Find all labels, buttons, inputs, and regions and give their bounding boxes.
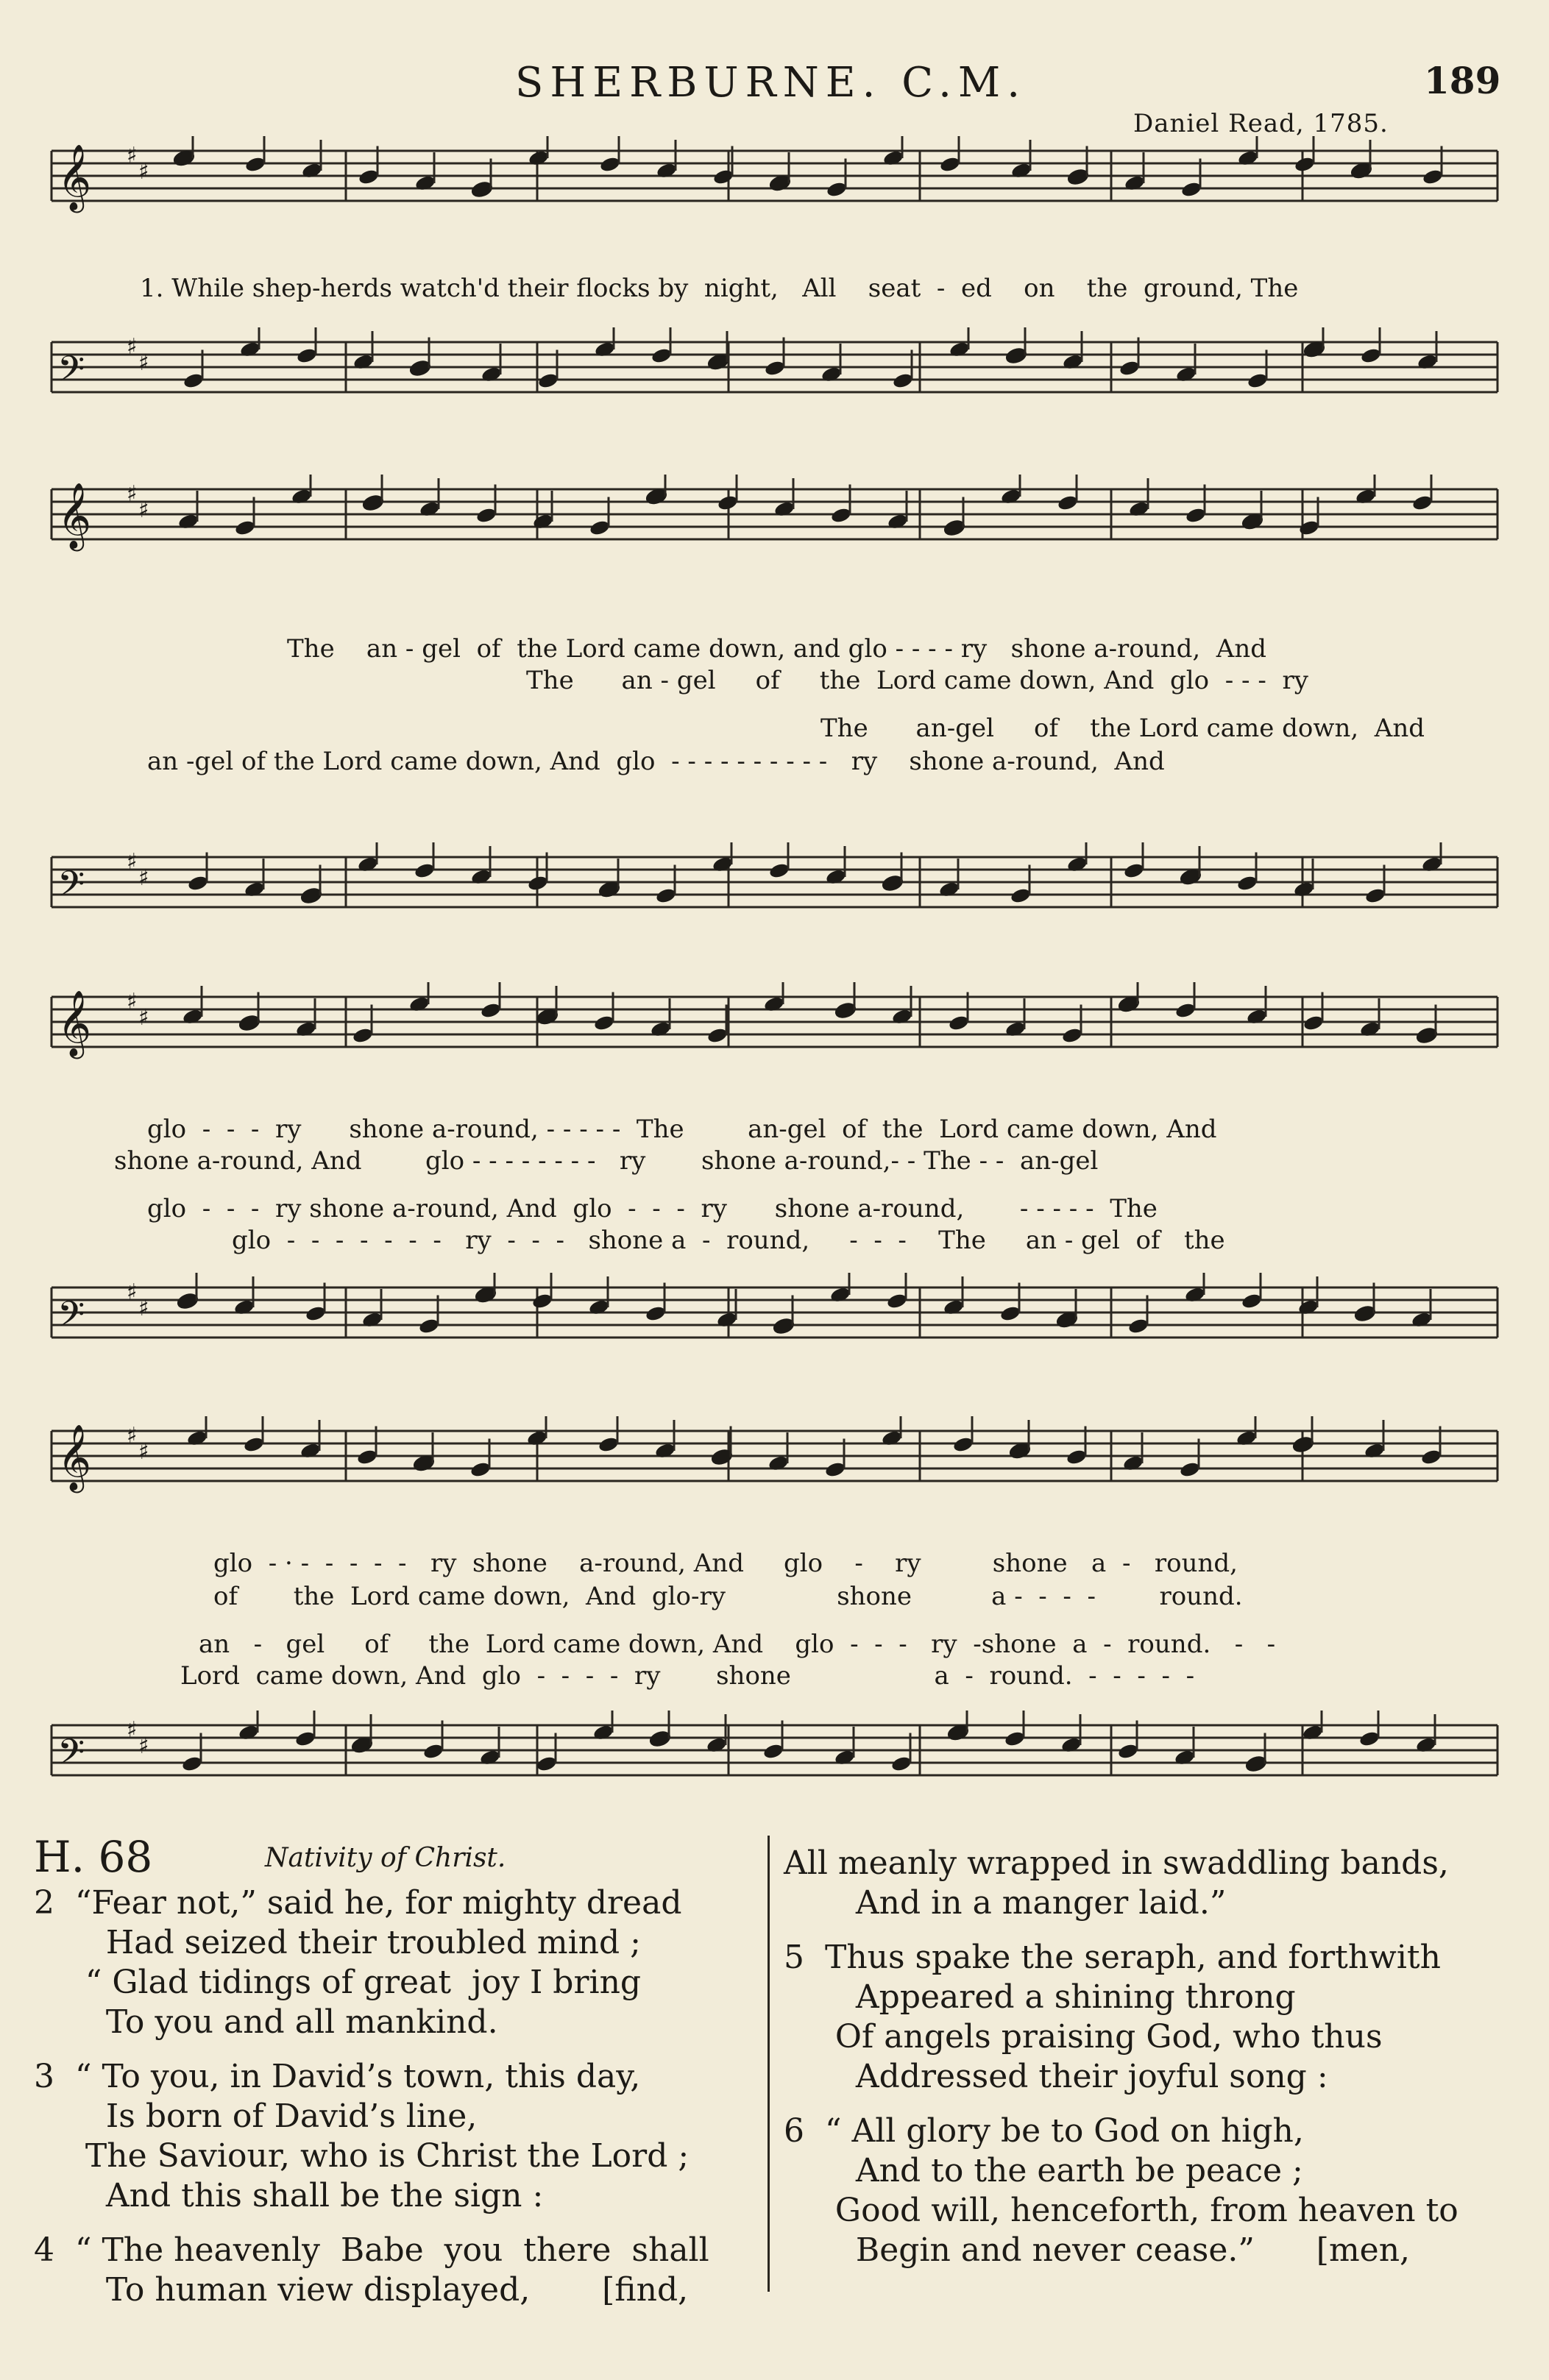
lyric-line: The an - gel of the Lord came down, And glo - - - ry <box>526 666 1308 695</box>
note-head <box>1364 887 1386 905</box>
stanza-line: And to the earth be peace ; <box>784 2152 1303 2189</box>
stanza-line: 6 “ All glory be to God on high, <box>784 2112 1304 2150</box>
lyric-line: The an - gel of the Lord came down, and glo - - - - ry shone a-round, And <box>287 634 1266 664</box>
treble-clef-icon: 𝄞 <box>57 990 92 1056</box>
treble-clef-icon: 𝄞 <box>57 483 92 549</box>
note-head <box>294 1730 316 1748</box>
lyric-line: glo - - - ry shone a-round, And glo - - - ry shone a-round, - - - - - The <box>147 1194 1158 1223</box>
note-head <box>1358 1730 1380 1748</box>
lyric-line: of the Lord came down, And glo-ry shone a - - - - round. <box>213 1582 1243 1611</box>
staff <box>44 1711 1505 1791</box>
note-head <box>1119 360 1141 377</box>
stanza-line: Of angels praising God, who thus <box>784 2018 1383 2056</box>
note-head <box>1236 875 1258 892</box>
note-head <box>1411 494 1433 512</box>
note-head <box>1057 494 1079 512</box>
sharp-icon: ♯ <box>127 481 138 507</box>
lyric-line: glo - - - - - - - ry - - - shone a - round, - - - The an - gel of the <box>232 1226 1225 1255</box>
note-head <box>181 1755 203 1773</box>
note-head <box>1247 372 1269 390</box>
note-head <box>244 156 266 174</box>
note-head <box>593 1015 615 1032</box>
stanza-line <box>784 1923 1458 1938</box>
treble-clef-icon: 𝄞 <box>57 1424 92 1491</box>
bass-clef-icon: 𝄢 <box>57 348 85 398</box>
note-head <box>886 1293 908 1310</box>
stanza-line: To you and all mankind. <box>34 2003 498 2041</box>
note-head <box>824 1461 846 1479</box>
stanza-line: And in a manger laid.” <box>784 1884 1227 1922</box>
note-head <box>469 1461 492 1479</box>
sharp-icon: ♯ <box>127 143 138 168</box>
note-head <box>1067 168 1089 186</box>
stanza-line: Appeared a shining throng <box>784 1978 1296 2016</box>
stanza-line: 2 “Fear not,” said he, for mighty dread <box>34 1884 682 1922</box>
note-head <box>300 887 322 905</box>
lyric-line: 1. While shep-herds watch'd their flocks by night, All seat - ed on the ground, The <box>140 274 1299 303</box>
note-head <box>764 360 786 377</box>
hymn-subtitle: Nativity of Christ. <box>265 1843 506 1873</box>
note-head <box>651 347 673 365</box>
stanza-line: “ Glad tidings of great joy I bring <box>34 1964 642 2001</box>
note-head <box>1127 1318 1149 1335</box>
note-head <box>1117 1743 1139 1761</box>
sharp-icon: ♯ <box>138 1733 149 1759</box>
stanza-line: Addressed their joyful song : <box>784 2058 1328 2095</box>
stanza-line: 3 “ To you, in David’s town, this day, <box>34 2058 641 2095</box>
note-head <box>826 181 848 199</box>
lyric-line: glo - - - ry shone a-round, - - - - - The an-gel of the Lord came down, And <box>147 1115 1217 1144</box>
stanza-line: And this shall be the sign : <box>34 2177 544 2214</box>
note-head <box>296 347 318 365</box>
staff <box>44 842 1505 923</box>
stanza-line: To human view displayed, [find, <box>34 2271 689 2309</box>
stanza-column-right <box>784 1844 1458 2270</box>
note-head <box>358 168 380 186</box>
sharp-icon: ♯ <box>138 865 149 891</box>
note-head <box>422 1743 444 1761</box>
note-head <box>475 507 497 525</box>
sharp-icon: ♯ <box>138 1296 149 1321</box>
staff <box>44 1416 1505 1497</box>
note-head <box>645 1305 667 1323</box>
note-head <box>187 875 209 892</box>
sharp-icon: ♯ <box>127 989 138 1015</box>
note-head <box>480 1002 502 1020</box>
note-head <box>830 507 852 525</box>
note-head <box>1010 887 1032 905</box>
stanza-line: 4 “ The heavenly Babe you there shall <box>34 2231 709 2269</box>
sharp-icon: ♯ <box>138 497 149 523</box>
note-head <box>892 372 914 390</box>
sharp-icon: ♯ <box>127 1279 138 1305</box>
stanza-line: Had seized their troubled mind ; <box>34 1924 641 1961</box>
note-head <box>890 1755 912 1773</box>
lyric-line: an -gel of the Lord came down, And glo - - - - - - - - - - ry shone a-round, And <box>147 747 1165 776</box>
note-head <box>238 1015 260 1032</box>
note-head <box>1061 1027 1083 1045</box>
stanza-column-left <box>34 1883 709 2310</box>
sharp-icon: ♯ <box>138 350 149 376</box>
staff <box>44 136 1505 217</box>
staff <box>44 1273 1505 1354</box>
stanza-line <box>34 2042 709 2057</box>
note-head <box>1005 347 1027 365</box>
note-head <box>1179 1461 1201 1479</box>
note-head <box>655 887 677 905</box>
note-head <box>536 1755 558 1773</box>
note-head <box>1185 507 1207 525</box>
note-head <box>177 1293 199 1310</box>
note-head <box>409 360 431 377</box>
note-head <box>531 1293 553 1310</box>
note-head <box>649 1730 671 1748</box>
note-head <box>471 181 493 199</box>
note-head <box>1420 1449 1442 1466</box>
sharp-icon: ♯ <box>138 1005 149 1031</box>
note-head <box>1360 347 1382 365</box>
note-head <box>1004 1730 1026 1748</box>
lyric-line: glo - · - - - - - ry shone a-round, And glo - ry shone a - round, <box>213 1549 1238 1578</box>
note-head <box>712 168 734 186</box>
note-head <box>948 1015 970 1032</box>
lyric-line: an - gel of the Lord came down, And glo - - - ry -shone a - round. - - <box>199 1630 1276 1659</box>
note-head <box>762 1743 784 1761</box>
lyric-line: shone a-round, And glo - - - - - - - - ry shone a-round,- - The - - an-gel <box>114 1146 1099 1176</box>
composer-credit: Daniel Read, 1785. <box>1133 109 1389 138</box>
stanza-line <box>784 2097 1458 2111</box>
note-head <box>773 1318 795 1335</box>
note-head <box>537 372 559 390</box>
sharp-icon: ♯ <box>127 334 138 360</box>
note-head <box>952 1436 974 1454</box>
note-head <box>1294 156 1316 174</box>
note-head <box>1292 1436 1314 1454</box>
lyric-line: The an-gel of the Lord came down, And <box>820 714 1425 743</box>
note-head <box>352 1027 374 1045</box>
stanza-line: The Saviour, who is Christ the Lord ; <box>34 2137 690 2175</box>
staff <box>44 475 1505 555</box>
page-number: 189 <box>1424 59 1501 102</box>
bass-clef-icon: 𝄢 <box>57 863 85 913</box>
note-head <box>305 1305 327 1323</box>
note-head <box>1066 1449 1088 1466</box>
note-head <box>182 372 205 390</box>
hymn-number: H. 68 <box>34 1832 153 1882</box>
stanza-line: Good will, henceforth, from heaven to <box>784 2192 1458 2229</box>
note-head <box>1123 862 1145 880</box>
note-head <box>1245 1755 1267 1773</box>
note-head <box>234 519 256 537</box>
sharp-icon: ♯ <box>127 1423 138 1449</box>
note-head <box>598 1436 620 1454</box>
note-head <box>356 1449 378 1466</box>
bass-clef-icon: 𝄢 <box>57 1293 85 1343</box>
note-head <box>1174 1002 1197 1020</box>
note-head <box>414 862 436 880</box>
note-head <box>999 1305 1021 1323</box>
note-head <box>1422 168 1444 186</box>
stanza-line: Is born of David’s line, <box>34 2097 478 2135</box>
sharp-icon: ♯ <box>127 1717 138 1743</box>
note-head <box>1354 1305 1376 1323</box>
note-head <box>882 875 904 892</box>
note-head <box>1416 1027 1438 1045</box>
note-head <box>589 519 611 537</box>
staff <box>44 982 1505 1063</box>
note-head <box>1302 1015 1325 1032</box>
note-head <box>362 494 384 512</box>
treble-clef-icon: 𝄞 <box>57 144 92 210</box>
note-head <box>1241 1293 1263 1310</box>
staff <box>44 327 1505 408</box>
stanza-line: 5 Thus spake the seraph, and forthwith <box>784 1939 1441 1976</box>
stanza-line: All meanly wrapped in swaddling bands, <box>784 1844 1449 1882</box>
bass-clef-icon: 𝄢 <box>57 1731 85 1781</box>
note-head <box>834 1002 857 1020</box>
column-divider <box>768 1836 770 2292</box>
tune-title: SHERBURNE. C.M. <box>515 59 1027 107</box>
note-head <box>599 156 621 174</box>
note-head <box>1180 181 1202 199</box>
sharp-icon: ♯ <box>138 1439 149 1465</box>
note-head <box>768 862 790 880</box>
note-head <box>706 1027 729 1045</box>
note-head <box>243 1436 265 1454</box>
note-head <box>939 156 961 174</box>
lyric-line: Lord came down, And glo - - - - ry shone a - round. - - - - - <box>180 1661 1195 1691</box>
note-head <box>943 519 965 537</box>
sharp-icon: ♯ <box>138 159 149 185</box>
note-head <box>418 1318 440 1335</box>
sharp-icon: ♯ <box>127 849 138 875</box>
stanza-line <box>34 2216 709 2231</box>
stanza-line: Begin and never cease.” [men, <box>784 2231 1411 2269</box>
